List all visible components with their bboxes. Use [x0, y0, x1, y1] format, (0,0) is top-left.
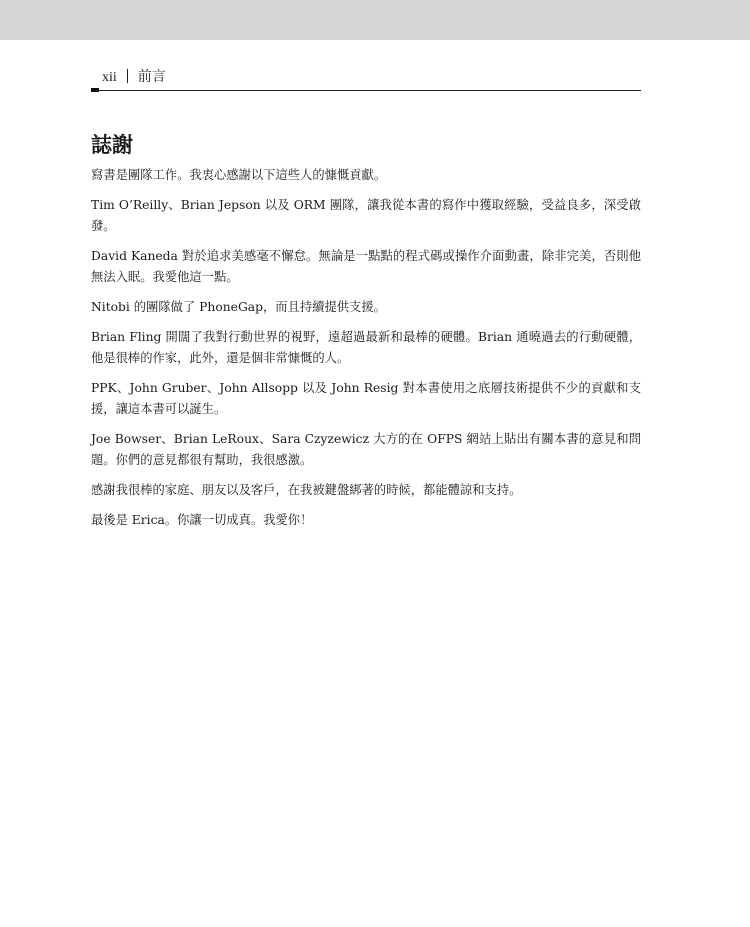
body-text	[91, 165, 641, 540]
paragraph: David Kaneda 對於追求美感毫不懈怠。無論是一點點的程式碼或操作介面動畫，除非完美，否則他無法入眠。我愛他這一點。	[91, 249, 641, 284]
paragraph: 寫書是團隊工作。我衷心感謝以下這些人的慷慨貢獻。	[91, 168, 387, 182]
header-separator	[127, 69, 128, 83]
paragraph: Nitobi 的團隊做了 PhoneGap，而且持續提供支援。	[91, 300, 386, 314]
paragraph: PPK、John Gruber、John Allsopp 以及 John Resig 對本書使用之底層技術提供不少的貢獻和支援，讓這本書可以誕生。	[91, 381, 641, 416]
paragraph: Tim O’Reilly、Brian Jepson 以及 ORM 團隊，讓我從本書的寫作中獲取經驗，受益良多，深受啟發。	[91, 198, 641, 233]
page-number: xii	[102, 70, 117, 85]
header-rule-marker	[91, 88, 99, 92]
section-title: 誌謝	[91, 133, 133, 157]
paragraph: 最後是 Erica。你讓一切成真。我愛你！	[91, 513, 313, 527]
top-gray-band	[0, 0, 750, 40]
paragraph: Brian Fling 開闊了我對行動世界的視野，遠超過最新和最棒的硬體。Brian 通曉過去的行動硬體，他是很棒的作家，此外，還是個非常慷慨的人。	[91, 330, 641, 365]
running-header	[91, 68, 641, 91]
paragraph: Joe Bowser、Brian LeRoux、Sara Czyzewicz 大方的在 OFPS 網站上貼出有關本書的意見和問題。你們的意見都很有幫助，我很感激。	[91, 432, 641, 467]
paragraph: 感謝我很棒的家庭、朋友以及客戶，在我被鍵盤綁著的時候，都能體諒和支持。	[91, 483, 522, 497]
chapter-title: 前言	[137, 70, 166, 85]
running-header-text	[102, 68, 166, 88]
